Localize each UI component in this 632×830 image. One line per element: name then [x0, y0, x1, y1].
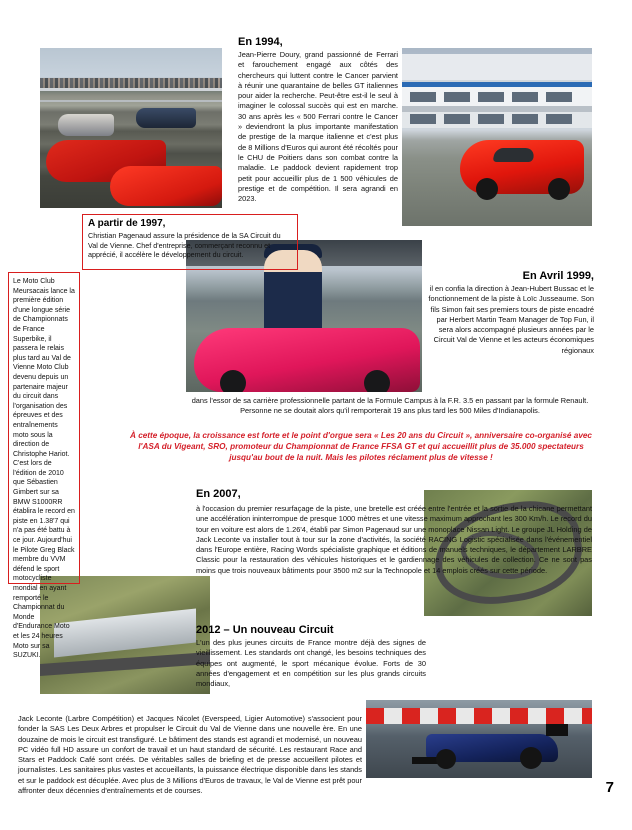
section-en-1994: [238, 36, 398, 204]
section-moto-club: [8, 272, 80, 660]
body-2012-bottom-wrapper: [18, 714, 362, 796]
body-avril-1999-full: dans l'essor de sa carrière professionnelle partant de la Formule Campus à la F.R. 3.5 en passant par la formule Renault. Personne ne se doutait alors qu'il remporterait 19 ans plus tard les 500 Miles d'Indianapolis.: [191, 396, 589, 416]
body-en-2007: à l'occasion du premier resurfaçage de la piste, une bretelle est créée entre l'entrée et la sortie de la chicane permettant une accélération ininterrompue de presque 1000 mètres et une vitesse maximum approchant les 300 Km/h. Le record du tour en voiture est alors de 1.26'4, établi par Simon Pagenaud sur une monoplace Nissan Light. Le groupe JL Holding de Jack Leconte va installer tout à tour sur la zone d'activités, la société RACING Logistic spécialisée dans l'événementiel dans l'Europe entière, Racing Words spécialiste graphique et éditions de manuels techniques, le département LARBRE Classic pour la restauration des véhicules historiques et le gardiennage des véhicules de collection. Ce ne sont pas moins que trois nouveaux bâtiments pour 3500 m2 sur la Technopole et 14 emplois créés sur cette période.: [196, 504, 592, 575]
heading-avril-1999: En Avril 1999,: [522, 270, 594, 282]
page-number: 7: [605, 779, 614, 796]
photo-paddock-cars-on-grid: [40, 48, 222, 208]
section-en-2007: [196, 488, 420, 502]
highlight-text: À cette époque, la croissance est forte et le point d'orgue sera « Les 20 ans du Circuit », anniversaire co-organisé avec l'ASA du Vigeant, SRO, promoteur du Championnat de France FFSA GT et qui accueillit plus de 35.000 spectateurs jusqu'au bout de la nuit. Mais les pilotes réclament plus de vitesse !: [130, 431, 592, 462]
body-avril-1999-right: il en confia la direction à Jean-Hubert Bussac et le fonctionnement de la piste à Loïc Jusseaume. Son fils Simon fait ses premiers tours de piste encadré par Herbert Martin Team Manager de Top Fun, il sera alors accompagné plusieurs années par le Circuit Val de Vienne et les acteurs économiques régionaux: [428, 284, 594, 355]
body-en-2007-wrapper: [196, 504, 592, 576]
photo-formula-car-on-track: [366, 700, 592, 778]
photo-pit-building-with-ferrari-f40: [402, 48, 592, 226]
heading-en-2007: En 2007,: [196, 488, 241, 500]
body-a-partir-de-1997: Christian Pagenaud assure la présidence de la SA Circuit du Val de Vienne. Chef d'entreprise, commerçant reconnu et apprécié, il accélère le développement du circuit.: [88, 231, 281, 260]
body-2012-top: L'un des plus jeunes circuits de France montre déjà des signes de vieillissement. Les standards ont changé, les besoins techniques des équipes ont augmenté, le sport mécanique évolue. Forts de 30 années d'engagement et en compétition sur les plus grands circuits mondiaux,: [196, 638, 426, 689]
heading-a-partir-de-1997: A partir de 1997,: [88, 218, 166, 229]
body-avril-1999-full-wrapper: [186, 396, 594, 417]
section-a-partir-de-1997: [82, 214, 298, 270]
heading-en-1994: En 1994,: [238, 36, 283, 48]
heading-2012: 2012 – Un nouveau Circuit: [196, 624, 334, 636]
section-2012-nouveau-circuit: [196, 624, 426, 689]
body-en-1994: Jean-Pierre Doury, grand passionné de Ferrari et farouchement engagé aux côtés des chercheurs qui luttent contre le Cancer parvient à réunir une quarantaine de belles GT italiennes pour aider la recherche. Peut-être est-il le seul à imaginer le colossal succès qui est en marche. 30 ans après les « 500 Ferrari contre le Cancer » deviendront la plus importante manifestation de prestige de la marque italienne et c'est plus de 8 Millions d'Euros qui auront été récoltés pour le CHU de Poitiers dans son combat contre la maladie. Le paddock devient rapidement trop petit pour accueillir plus de 1 500 véhicules de prestige et de compétition. Il sera agrandi en 2023.: [238, 50, 398, 204]
body-moto-club: Le Moto Club Meursacais lance la première édition d'une longue série de Championnats de France Superbike, il passera le relais plus tard au Val de Vienne Moto Club devenu depuis un partenaire majeur du circuit dans l'organisation des épreuves et des entraînements moto sous la direction de Christophe Hariot. C'est lors de l'édition de 2010 que Sébastien Gimbert sur sa BMW S1000RR établira le record en piste en 1.38'7 qui n'a pas été battu à ce jour. Aujourd'hui le Pilote Greg Black membre du VVM défend le sport motocycliste mondial en ayant remporté le Championnat du Monde d'Endurance Moto et les 24 heures Moto sur sa SUZUKI.: [13, 278, 75, 660]
highlight-20-ans-du-circuit: [130, 430, 592, 463]
section-avril-1999: [428, 270, 594, 356]
body-2012-bottom: Jack Leconte (Larbre Compétition) et Jacques Nicolet (Everspeed, Ligier Automotive) s'associent pour fonder la SAS Les Deux Arbres et propulser le Circuit du Val de Vienne dans une nouvelle ère. En une douzaine de mois le circuit est transfiguré. Le bâtiment des stands est agrandi et modernisé, un nouveau PC vidéo full HD assure un confort de travail et un haut standard de sécurité. Les restaurant Race and Stars et Paddock Café sont créés. De véritables salles de briefing et de presse accueillent pilotes et journalistes. Les sanitaires plus vastes et accueillants, la puissance électrique disponible dans les stands et sur le paddock est décuplée. Avec plus de 3 Millions d'Euros de travaux, le Val de Vienne est prêt pour affronter deux décennies d'entraînements et de courses.: [18, 714, 362, 796]
